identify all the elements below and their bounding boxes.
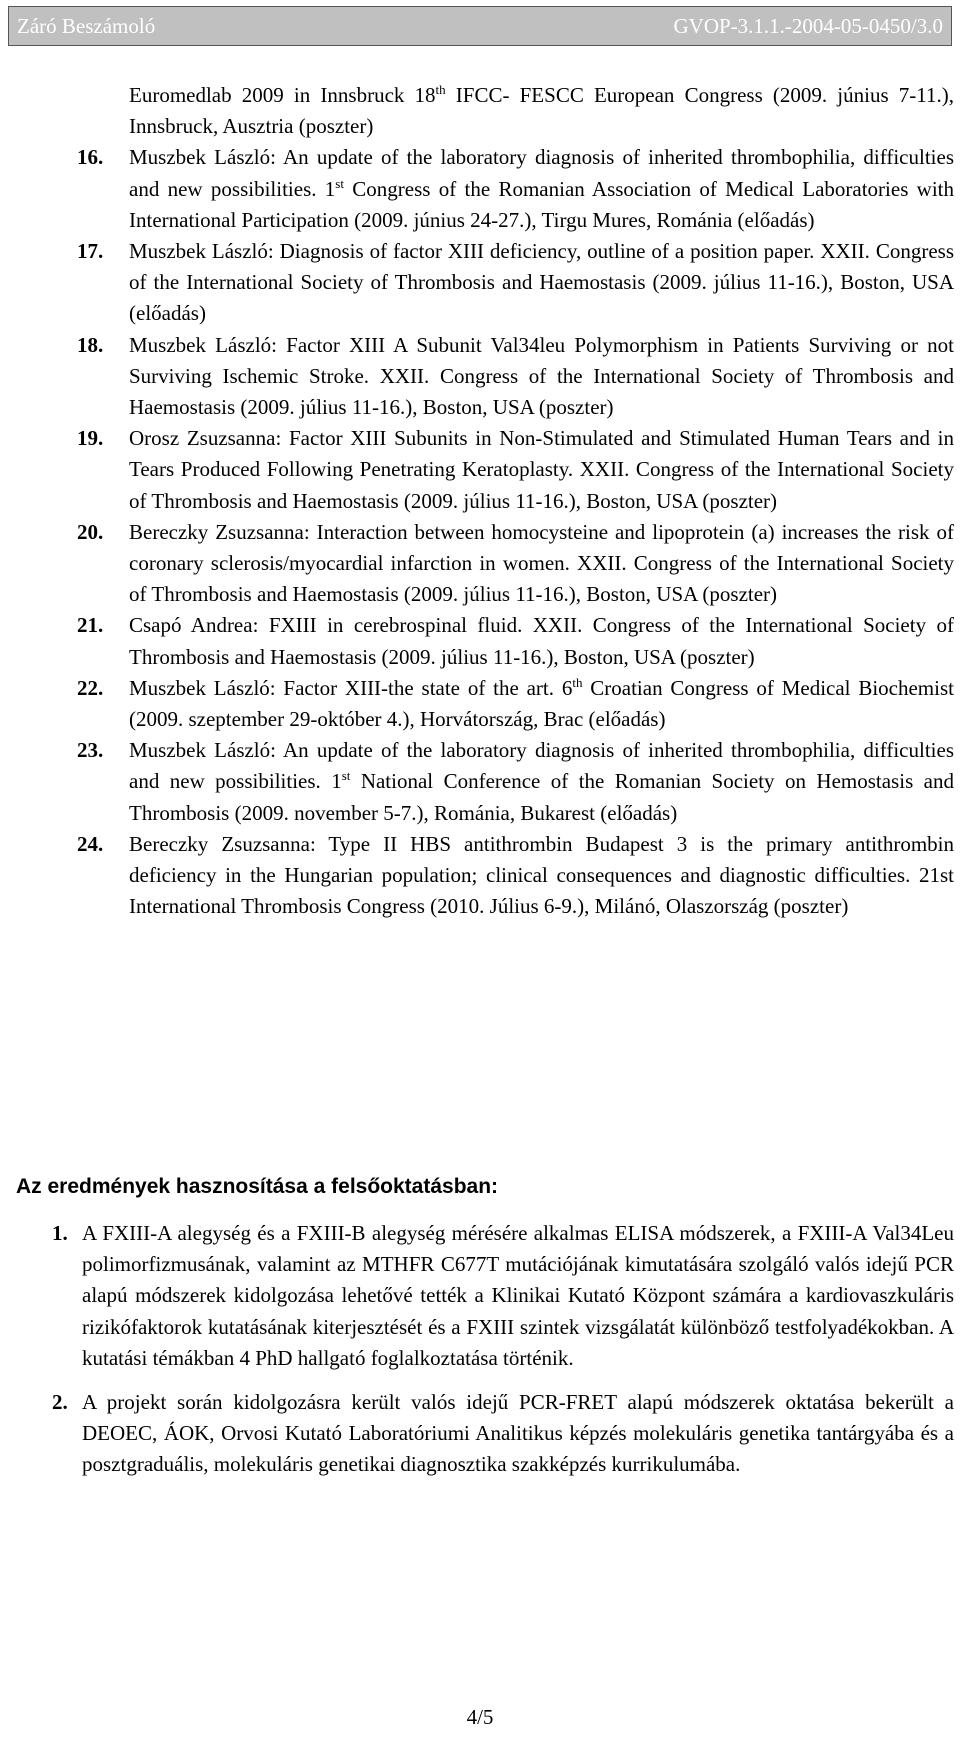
- numbered-paragraph: [52, 1387, 954, 1481]
- numbered-paragraph: [52, 1218, 954, 1374]
- list-item: [77, 330, 954, 424]
- item-number: 22.: [77, 675, 104, 700]
- item-number: 18.: [77, 332, 104, 357]
- page-number: 4/5: [466, 1705, 494, 1729]
- item-text: Congress of the Romanian Association of Medical Laboratories with International Participation (2009. június 24-27.), Tirgu Mures, Románia (előadás): [129, 176, 954, 232]
- list-item: [77, 735, 954, 829]
- item-text: Muszbek László: An update of the laboratory diagnosis of inherited thrombophilia, difficulties and new possibilities. 1: [129, 738, 954, 794]
- item-superscript: st: [341, 768, 351, 784]
- item-number: 17.: [77, 239, 104, 264]
- paragraph-text: A projekt során kidolgozásra került valós idejű PCR-FRET alapú módszerek oktatása bekerült a DEOEC, ÁOK, Orvosi Kutató Laboratóriumi Analitikus képzés molekuláris genetika tantárgyába és a posztgraduális, molekuláris genetikai diagnosztika szakképzés kurrikulumába.: [82, 1390, 954, 1477]
- list-item: [77, 673, 954, 735]
- item-text: Csapó Andrea: FXIII in cerebrospinal fluid. XXII. Congress of the International Society of Thrombosis and Haemostasis (2009. július 11-16.), Boston, USA (poszter): [129, 613, 954, 669]
- page-header: [8, 6, 952, 46]
- paragraph-number: 2.: [52, 1390, 68, 1415]
- header-project-code: GVOP-3.1.1.-2004-05-0450/3.0: [673, 13, 943, 38]
- paragraph-number: 1.: [52, 1221, 68, 1245]
- item-number: 23.: [77, 738, 104, 763]
- section-paragraphs: [52, 1218, 954, 1481]
- list-item-continuation: [129, 80, 954, 142]
- item-text: Muszbek László: Diagnosis of factor XIII deficiency, outline of a position paper. XXII. Congress of the International Society of Thrombosis and Haemostasis (2009. július 11-16.), Boston, USA (előadás): [129, 239, 954, 326]
- paragraph-text: A FXIII-A alegység és a FXIII-B alegység mérésére alkalmas ELISA módszerek, a FXIII-A Val34Leu polimorfizmusának, valamint az MTHFR C677T mutációjának kimutatására szolgáló valós idejű PCR alapú módszerek kidolgozása lehetővé tették a Klinikai Kutató Központ számára a kardiovaszkuláris rizikófaktorok kutatásának kiterjesztését és a FXIII szintek vizsgálatát különböző testfolyadékokban. A kutatási témákban 4 PhD hallgató foglalkoztatása történik.: [82, 1221, 954, 1370]
- list-item: [77, 142, 954, 236]
- item-text: National Conference of the Romanian Society on Hemostasis and Thrombosis (2009. november 5-7.), Románia, Bukarest (előadás): [129, 769, 954, 825]
- list-item: [77, 517, 954, 611]
- list-item: [77, 423, 954, 517]
- item-number: 21.: [77, 613, 104, 638]
- item-text: Muszbek László: An update of the laboratory diagnosis of inherited thrombophilia, difficulties and new possibilities. 1: [129, 145, 954, 201]
- item-number: 16.: [77, 145, 104, 170]
- header-title: Záró Beszámoló: [17, 13, 156, 38]
- item-number: 19.: [77, 426, 104, 451]
- publication-list: [77, 80, 954, 922]
- section-heading: Az eredmények hasznosítása a felsőoktatásban:: [16, 1175, 499, 1198]
- item-superscript: st: [335, 175, 344, 191]
- list-item: [77, 610, 954, 672]
- item-text: Orosz Zsuzsanna: Factor XIII Subunits in Non-Stimulated and Stimulated Human Tears and in Tears Produced Following Penetrating Keratoplasty. XXII. Congress of the International Society of Thrombosis and Haemostasis (2009. július 11-16.), Boston, USA (poszter): [129, 426, 954, 513]
- item-text: Bereczky Zsuzsanna: Type II HBS antithrombin Budapest 3 is the primary antithrombin deficiency in the Hungarian population; clinical consequences and diagnostic difficulties. 21st International Thrombosis Congress (2010. Július 6-9.), Milánó, Olaszország (poszter): [129, 831, 954, 919]
- list-item: [77, 236, 954, 330]
- item-text: Muszbek László: Factor XIII A Subunit Val34leu Polymorphism in Patients Surviving or not Surviving Ischemic Stroke. XXII. Congress of the International Society of Thrombosis and Haemostasis (2009. július 11-16.), Boston, USA (poszter): [129, 332, 954, 420]
- item-text: Bereczky Zsuzsanna: Interaction between homocysteine and lipoprotein (a) increases the risk of coronary sclerosis/myocardial infarction in women. XXII. Congress of the International Society of Thrombosis and Haemostasis (2009. július 11-16.), Boston, USA (poszter): [129, 519, 954, 607]
- item-superscript: th: [572, 674, 583, 690]
- item-text: IFCC- FESCC European Congress (2009. június 7-11.), Innsbruck, Ausztria (poszter): [129, 83, 954, 139]
- item-text: Croatian Congress of Medical Biochemist (2009. szeptember 29-október 4.), Horvátország, Brac (előadás): [129, 675, 954, 732]
- item-superscript: th: [435, 82, 446, 97]
- list-item: [77, 829, 954, 923]
- item-number: 20.: [77, 519, 104, 544]
- item-text: Muszbek László: Factor XIII-the state of the art. 6: [129, 675, 573, 700]
- item-text: Euromedlab 2009 in Innsbruck 18: [129, 83, 436, 107]
- item-number: 24.: [77, 831, 104, 856]
